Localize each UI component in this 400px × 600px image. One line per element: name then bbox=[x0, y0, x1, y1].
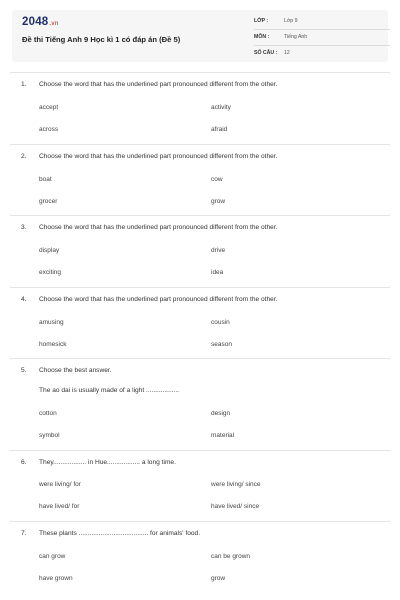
answer-option[interactable]: were living/ since bbox=[211, 481, 261, 488]
meta-subject-value: Tiếng Anh bbox=[284, 34, 308, 40]
question-number: 3. bbox=[21, 224, 27, 231]
question-number: 1. bbox=[21, 81, 27, 88]
answer-option[interactable]: boat bbox=[39, 176, 52, 183]
answer-option[interactable]: homesick bbox=[39, 341, 67, 348]
question-text: These plants ...................................... for animals' food. bbox=[39, 530, 201, 537]
answer-option[interactable]: idea bbox=[211, 269, 224, 276]
question-number: 4. bbox=[21, 296, 27, 303]
answer-option[interactable]: can be grown bbox=[211, 553, 251, 560]
answer-option[interactable]: display bbox=[39, 247, 60, 254]
question-divider bbox=[10, 287, 390, 288]
answer-option[interactable]: cousin bbox=[211, 319, 230, 326]
site-logo[interactable] bbox=[22, 16, 59, 28]
meta-grade-key: LỚP : bbox=[254, 18, 269, 24]
question-text: Choose the word that has the underlined part pronounced different from the other. bbox=[39, 153, 278, 160]
answer-option[interactable]: grocer bbox=[39, 198, 58, 205]
question-text: They.................. in Hue.................. a long time. bbox=[39, 459, 176, 466]
answer-option[interactable]: have lived/ since bbox=[211, 503, 260, 510]
answer-option[interactable]: cow bbox=[211, 176, 223, 183]
answer-option[interactable]: grow bbox=[211, 198, 226, 205]
question-text: Choose the best answer. bbox=[39, 367, 112, 374]
answer-option[interactable]: design bbox=[211, 410, 231, 417]
question-divider bbox=[10, 358, 390, 359]
question-divider bbox=[10, 144, 390, 145]
answer-option[interactable]: exciting bbox=[39, 269, 62, 276]
answer-option[interactable]: drive bbox=[211, 247, 226, 254]
answer-option[interactable]: accept bbox=[39, 104, 59, 111]
answer-option[interactable]: across bbox=[39, 126, 59, 133]
answer-option[interactable]: amusing bbox=[39, 319, 64, 326]
question-divider bbox=[10, 215, 390, 216]
answer-option[interactable]: material bbox=[211, 432, 235, 439]
question-prompt: The ao dai is usually made of a light .................. bbox=[39, 387, 180, 394]
answer-option[interactable]: activity bbox=[211, 104, 231, 111]
question-number: 7. bbox=[21, 530, 27, 537]
question-number: 2. bbox=[21, 153, 27, 160]
question-divider bbox=[10, 72, 390, 73]
answer-option[interactable]: have lived/ for bbox=[39, 503, 80, 510]
answer-option[interactable]: symbol bbox=[39, 432, 60, 439]
answer-option[interactable]: were living/ for bbox=[39, 481, 81, 488]
exam-header bbox=[12, 10, 388, 62]
answer-option[interactable]: cotton bbox=[39, 410, 57, 417]
question-divider bbox=[10, 521, 390, 522]
question-divider bbox=[10, 450, 390, 451]
question-number: 6. bbox=[21, 459, 27, 466]
meta-subject-key: MÔN : bbox=[254, 34, 270, 40]
meta-grade-row bbox=[254, 16, 390, 30]
logo-tld: .vn bbox=[49, 21, 59, 27]
meta-grade-value: Lớp 9 bbox=[284, 18, 298, 24]
meta-count-row bbox=[254, 48, 390, 62]
meta-subject-row bbox=[254, 32, 390, 46]
question-text: Choose the word that has the underlined part pronounced different from the other. bbox=[39, 224, 278, 231]
answer-option[interactable]: grow bbox=[211, 575, 226, 582]
exam-title: Đề thi Tiếng Anh 9 Học kì 1 có đáp án (Đề 5) bbox=[22, 35, 181, 44]
question-text: Choose the word that has the underlined part pronounced different from the other. bbox=[39, 296, 278, 303]
answer-option[interactable]: can grow bbox=[39, 553, 66, 560]
meta-count-value: 12 bbox=[284, 50, 290, 56]
answer-option[interactable]: season bbox=[211, 341, 232, 348]
meta-count-key: SỐ CÂU : bbox=[254, 50, 278, 56]
question-text: Choose the word that has the underlined part pronounced different from the other. bbox=[39, 81, 278, 88]
logo-text: 2048 bbox=[22, 16, 49, 28]
question-number: 5. bbox=[21, 367, 27, 374]
answer-option[interactable]: have grown bbox=[39, 575, 73, 582]
answer-option[interactable]: afraid bbox=[211, 126, 228, 133]
